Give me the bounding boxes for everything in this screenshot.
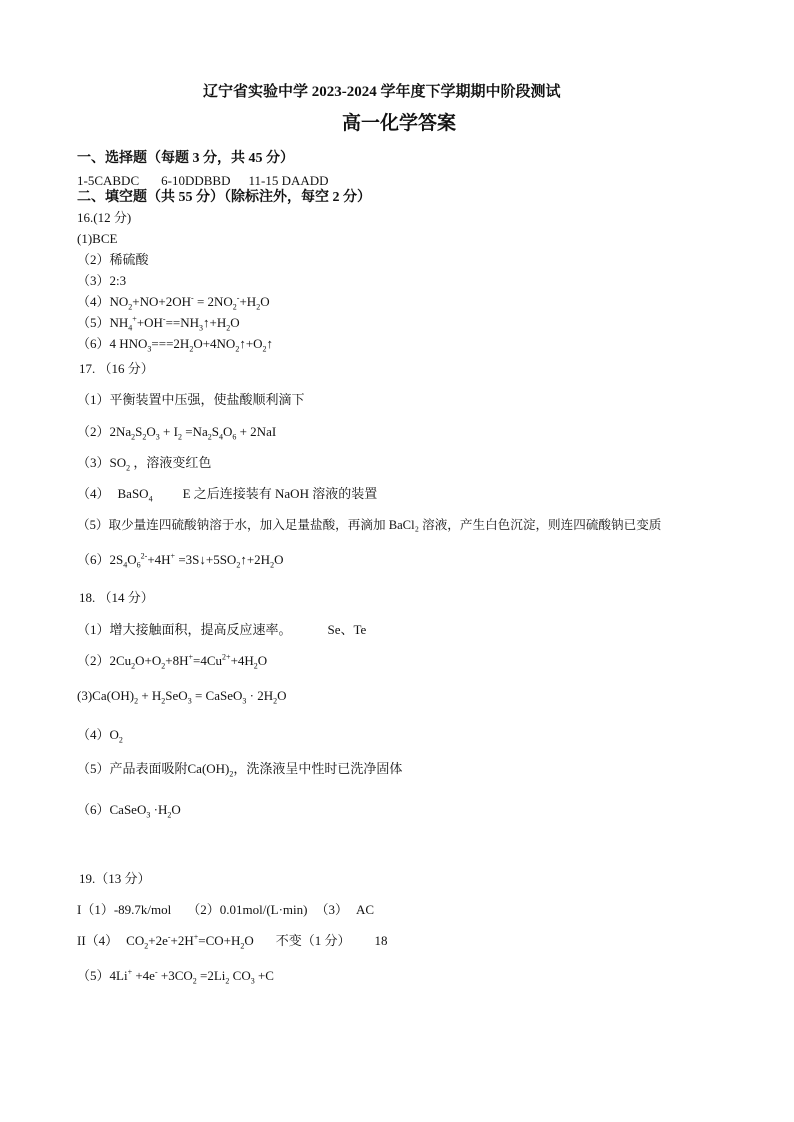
- q19-part-4-label: II（4）: [77, 933, 119, 948]
- document-title: 辽宁省实验中学 2023-2024 学年度下学期期中阶段测试: [203, 84, 561, 100]
- q19-part-3-label: （3）: [315, 902, 349, 917]
- choice-answers-11-15: 11-15 DAADD: [248, 173, 329, 188]
- q17-answer-2-label: （2）2Na: [77, 424, 132, 439]
- q16-answer-4: $(4)NO_2+NO+2OH^- = 2NO_2^-+H_2O$: [77, 293, 270, 312]
- q17-answer-1: （1）平衡装置中压强，使盐酸顺利滴下: [77, 392, 305, 407]
- q19-answer-5: $(5)4Li^+ +4e^- +3CO_2 =2Li_2$ $CO_3 +C$: [77, 967, 274, 986]
- q19-part-4-end: 18: [374, 933, 388, 948]
- q19-part-4-mid: 不变（1 分）: [275, 933, 351, 948]
- q17-answer-5: （5）取少量连四硫酸钠溶于水，加入足量盐酸，再滴加 BaCl₂ 溶液，产生白色沉淀，则连四硫酸钠已变质: [77, 518, 662, 532]
- q16-answer-4-label: （4）: [77, 294, 110, 309]
- q18-answer-1-text: （1）增大接触面积，提高反应速率。: [77, 622, 292, 637]
- q19-line-1: [77, 902, 374, 918]
- q19-answer-5-label: （5）: [77, 968, 110, 983]
- q19-part-1: I（1）-89.7k/mol: [77, 902, 172, 917]
- q17-answer-4-compound: BaSO: [117, 486, 149, 501]
- q16-answer-2: （2）稀硫酸: [77, 252, 149, 267]
- q18-answer-1-elements: Se、Te: [327, 622, 367, 637]
- q19-part-2: （2）0.01mol/(L·min): [187, 902, 308, 917]
- q16-answer-6-end: O+4NO: [193, 336, 236, 351]
- q16-answer-3: （3）2:3: [77, 273, 127, 288]
- q17-answer-3-label: （3）SO: [77, 455, 127, 470]
- q18-answer-4: $(4)O_2$: [77, 727, 123, 745]
- q16-answer-6-label: （6）4 HNO: [77, 336, 148, 351]
- q18-answer-4-label: （4）O: [77, 727, 119, 742]
- q17-answer-3: $(3)SO_2$ ，溶液变红色: [77, 455, 212, 473]
- q17-answer-2: $(2)2Na_2S_2O_3 + I_2 =Na_2S_4O_6 + 2NaI$: [77, 424, 277, 442]
- q18-answer-2: $(2)2Cu_2O+O_2+8H^+=4Cu^{2+}+4H_2O$: [77, 652, 268, 671]
- q18-answer-6: （6）CaSeO$_3$ $\cdot H_2O$: [77, 802, 181, 820]
- q18-answer-3-label: (3): [77, 688, 93, 703]
- q17-answer-6-label: （6）: [77, 552, 110, 567]
- q18-header: 18. （14 分）: [79, 590, 154, 605]
- document-subtitle: 高一化学答案: [342, 113, 457, 134]
- q16-answer-6-arrow: ↑: [266, 336, 274, 351]
- q17-answer-4: （4） BaSO$_4$ E 之后连接装有 NaOH 溶液的装置: [77, 486, 378, 504]
- q18-answer-1: [77, 622, 366, 638]
- section-1-heading: 一、选择题（每题 3 分，共 45 分）: [77, 151, 294, 166]
- q16-answer-5: $(5)NH_4^++OH^-==NH_3↑+H_2O$: [77, 314, 240, 333]
- q19-part-3-answer: AC: [356, 902, 375, 917]
- q18-answer-5-label: （5）产品表面吸附: [77, 761, 188, 776]
- q17-answer-4-text: E 之后连接装有 NaOH 溶液的装置: [182, 486, 378, 501]
- q17-header: 17. （16 分）: [79, 361, 154, 376]
- q16-answer-6: （6）4 $HNO_3===2H_2O+4NO_2↑+O_2↑$: [77, 336, 274, 354]
- q18-answer-5-text: ，洗涤液呈中性时已洗净固体: [233, 761, 403, 776]
- choice-answers: [77, 173, 329, 189]
- q16-answer-1: (1)BCE: [77, 231, 118, 246]
- q17-answer-4-label: （4）: [77, 486, 110, 501]
- q19-line-2: II（4） $CO_2+2e^-+2H^+=CO+H_2O$ 不变（1 分） 18: [77, 932, 388, 951]
- section-2-heading: 二、填空题（共 55 分）（除标注外，每空 2 分）: [77, 190, 371, 205]
- q16-answer-6-mid: ===2H: [151, 336, 190, 351]
- q16-header: 16.(12 分): [77, 210, 132, 225]
- choice-answers-1-5: 1-5CABDC: [77, 173, 140, 188]
- choice-answers-6-10: 6-10DDBBD: [161, 173, 231, 188]
- q18-answer-5: （5）产品表面吸附$Ca(OH)_2$，洗涤液呈中性时已洗净固体: [77, 761, 403, 779]
- q16-answer-6-tail: ↑+O: [239, 336, 263, 351]
- q17-answer-3-text: ，溶液变红色: [130, 455, 212, 470]
- q16-answer-5-label: （5）: [77, 315, 110, 330]
- q19-header: 19.（13 分）: [79, 871, 151, 886]
- q18-answer-2-label: （2）2Cu: [77, 653, 132, 668]
- q18-answer-3: $(3)Ca(OH)_2 + H_2SeO_3$ = CaSeO$_3$ · $2H_2O$: [77, 688, 287, 706]
- q18-answer-6-label: （6）: [77, 802, 110, 817]
- q17-answer-6: $(6)2S_4O_6^{2-}+4H^+$ $=3S↓+5SO_2↑+2H_2O$: [77, 551, 284, 570]
